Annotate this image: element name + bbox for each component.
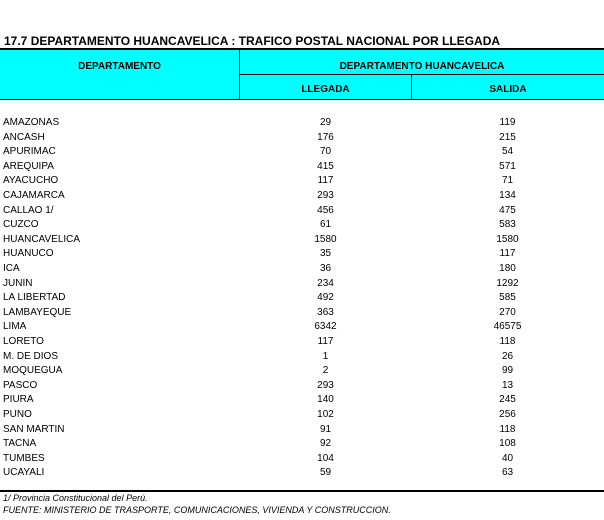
- table-row: [0, 452, 604, 467]
- cell-salida: 46575: [493, 321, 522, 333]
- table-row: [0, 131, 604, 146]
- cell-llegada: 234: [317, 277, 334, 289]
- cell-salida: 585: [499, 292, 516, 304]
- cell-salida: 26: [501, 350, 514, 362]
- cell-llegada: 70: [319, 146, 332, 158]
- cell-llegada: 36: [319, 263, 332, 274]
- cell-llegada: 415: [317, 160, 334, 172]
- cell-salida: 71: [501, 175, 514, 187]
- cell-salida: 270: [499, 306, 516, 318]
- table-row: [0, 335, 604, 350]
- cell-llegada: 176: [317, 131, 334, 143]
- cell-llegada: 117: [317, 336, 334, 347]
- table-row: [0, 204, 604, 219]
- table-row: [0, 423, 604, 438]
- header-llegada-label: LLEGADA: [301, 84, 350, 95]
- table-row: [0, 189, 604, 204]
- cell-salida: 134: [499, 190, 516, 201]
- cell-salida: 1580: [496, 233, 519, 245]
- cell-departamento: LA LIBERTAD: [3, 292, 66, 304]
- cell-salida: 99: [501, 365, 514, 377]
- cell-salida: 118: [499, 336, 516, 347]
- cell-departamento: CUZCO: [3, 219, 39, 231]
- cell-llegada: 2: [322, 365, 329, 377]
- cell-departamento: M. DE DIOS: [3, 350, 59, 362]
- cell-llegada: 61: [319, 219, 332, 231]
- cell-departamento: MOQUEGUA: [3, 365, 63, 377]
- table-row: [0, 379, 604, 394]
- cell-salida: 40: [501, 452, 514, 464]
- header-bottom-border: [0, 99, 604, 100]
- cell-llegada: 6342: [314, 321, 337, 333]
- cell-departamento: PASCO: [3, 379, 38, 391]
- cell-salida: 13: [501, 379, 514, 391]
- cell-departamento: HUANUCO: [3, 248, 54, 260]
- cell-llegada: 1580: [314, 233, 337, 245]
- cell-llegada: 293: [317, 190, 334, 201]
- table-row: [0, 145, 604, 160]
- table-row: [0, 306, 604, 321]
- cell-llegada: 293: [317, 379, 334, 391]
- table-row: [0, 218, 604, 233]
- cell-departamento: APURIMAC: [3, 146, 56, 158]
- cell-llegada: 104: [317, 452, 334, 464]
- cell-llegada: 29: [319, 117, 332, 128]
- table-row: [0, 393, 604, 408]
- table-row: [0, 466, 604, 481]
- cell-departamento: LAMBAYEQUE: [3, 306, 72, 318]
- cell-salida: 180: [499, 263, 516, 274]
- cell-departamento: HUANCAVELICA: [3, 233, 81, 245]
- cell-llegada: 1: [322, 350, 329, 362]
- footnote-source: FUENTE: MINISTERIO DE TRASPORTE, COMUNICACIONES, VIVIENDA Y CONSTRUCCION.: [3, 505, 391, 515]
- cell-salida: 245: [499, 394, 516, 406]
- cell-salida: 1292: [496, 277, 519, 289]
- cell-llegada: 35: [319, 248, 332, 260]
- cell-salida: 256: [499, 409, 516, 420]
- cell-salida: 475: [499, 204, 516, 216]
- header-salida-label: SALIDA: [489, 84, 527, 95]
- cell-llegada: 363: [317, 306, 334, 318]
- cell-llegada: 59: [319, 467, 332, 479]
- cell-departamento: TUMBES: [3, 452, 45, 464]
- cell-departamento: ICA: [3, 263, 20, 274]
- table-bottom-border: [0, 490, 604, 492]
- cell-departamento: TACNA: [3, 438, 37, 450]
- cell-departamento: PUNO: [3, 409, 32, 420]
- header-salida-cell: [412, 75, 604, 99]
- cell-departamento: LIMA: [3, 321, 27, 333]
- cell-departamento: CAJAMARCA: [3, 190, 65, 201]
- title-line-1: 17.7 DEPARTAMENTO HUANCAVELICA : TRAFICO POSTAL NACIONAL POR LLEGADA: [4, 34, 501, 48]
- cell-salida: 63: [501, 467, 514, 479]
- cell-salida: 215: [499, 131, 516, 143]
- cell-departamento: PIURA: [3, 394, 34, 406]
- cell-departamento: ANCASH: [3, 131, 45, 143]
- table-row: [0, 350, 604, 365]
- table-row: [0, 247, 604, 262]
- table-row: [0, 320, 604, 335]
- table-row: [0, 277, 604, 292]
- cell-departamento: AMAZONAS: [3, 117, 60, 128]
- cell-salida: 117: [499, 248, 516, 260]
- cell-llegada: 456: [317, 204, 334, 216]
- cell-departamento: JUNIN: [3, 277, 33, 289]
- cell-llegada: 117: [317, 175, 334, 187]
- cell-llegada: 91: [319, 423, 332, 435]
- table-row: [0, 364, 604, 379]
- header-group-label: DEPARTAMENTO HUANCAVELICA: [339, 61, 505, 72]
- cell-llegada: 92: [319, 438, 332, 450]
- cell-salida: 108: [499, 438, 516, 450]
- table-row: [0, 262, 604, 277]
- header-departamento-label: DEPARTAMENTO: [78, 61, 161, 72]
- cell-departamento: AREQUIPA: [3, 160, 54, 172]
- table-row: [0, 116, 604, 131]
- cell-departamento: LORETO: [3, 336, 44, 347]
- cell-llegada: 102: [317, 409, 334, 420]
- cell-salida: 119: [499, 117, 516, 128]
- table-row: [0, 174, 604, 189]
- cell-llegada: 492: [317, 292, 334, 304]
- cell-llegada: 140: [317, 394, 334, 406]
- table-row: [0, 160, 604, 175]
- cell-departamento: AYACUCHO: [3, 175, 59, 187]
- cell-salida: 54: [501, 146, 514, 158]
- cell-departamento: CALLAO 1/: [3, 204, 54, 216]
- table-body: [0, 116, 604, 486]
- cell-departamento: UCAYALI: [3, 467, 45, 479]
- cell-departamento: SAN MARTIN: [3, 423, 65, 435]
- table-row: [0, 233, 604, 248]
- table-row: [0, 408, 604, 423]
- footnote-callao: 1/ Provincia Constitucional del Perú.: [3, 493, 148, 503]
- cell-salida: 118: [499, 423, 516, 435]
- header-llegada-cell: [240, 75, 411, 99]
- table-row: [0, 291, 604, 306]
- header-departamento-cell: [0, 50, 239, 99]
- cell-salida: 571: [499, 160, 516, 172]
- header-group-cell: [240, 50, 604, 74]
- table-row: [0, 437, 604, 452]
- cell-salida: 583: [499, 219, 516, 231]
